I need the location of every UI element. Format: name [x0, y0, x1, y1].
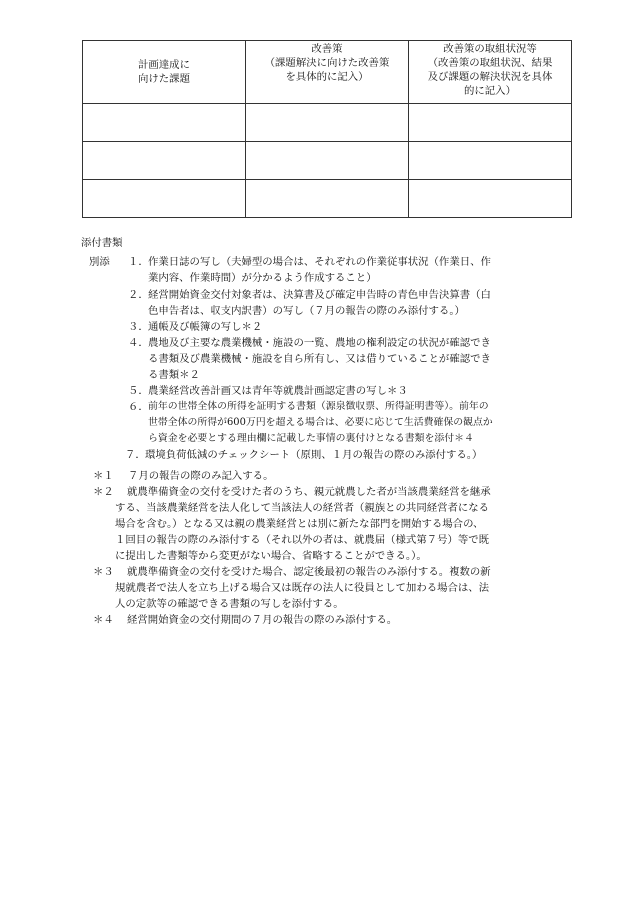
header-issues: [83, 41, 246, 104]
item-number: ７．: [125, 449, 146, 461]
item-text: 色申告者は、収支内訳書）の写し（７月の報告の際のみ添付する。）: [148, 305, 465, 317]
header-status: [409, 41, 572, 104]
table-cell[interactable]: [246, 104, 409, 142]
note-text: 人の定款等の確認できる書類の写しを添付する。: [115, 598, 344, 610]
note-text: ７月の報告の際のみ記入する。: [128, 470, 274, 482]
note-text: 就農準備資金の交付を受けた場合、認定後最初の報告のみ添付する。複数の新: [127, 566, 491, 578]
item-number: ３．: [128, 321, 149, 333]
note-mark: ＊４: [93, 614, 114, 626]
attachments-prefix: 別添: [89, 256, 110, 268]
item-number: ５．: [128, 385, 149, 397]
item-text: る書類及び農業機械・施設を自ら所有し、又は借りていることが確認でき: [148, 353, 491, 365]
note-mark: ＊２: [93, 486, 114, 498]
header-text: を具体的に記入）: [285, 71, 369, 83]
header-text: 改善策の取組状況等: [443, 43, 537, 55]
note-text: する、当該農業経営を法人化して当該法人の経営者（親族との共同経営者になる: [115, 502, 490, 514]
table-row: [83, 142, 572, 180]
item-text: 業内容、作業時間）が分かるよう作成すること）: [148, 272, 377, 284]
header-text: 及び課題の解決状況を具体: [427, 71, 553, 83]
item-text: 作業日誌の写し（夫婦型の場合は、それぞれの作業従事状況（作業日、作: [148, 256, 491, 268]
table-cell[interactable]: [409, 142, 572, 180]
note-mark: ＊１: [93, 470, 114, 482]
item-number: ２．: [128, 289, 149, 301]
note-text: 場合を含む。）となる又は親の農業経営とは別に新たな部門を開始する場合の、: [115, 518, 484, 530]
item-text: 農地及び主要な農業機械・施設の一覧、農地の権利設定の状況が確認でき: [148, 337, 491, 349]
header-text: （課題解決に向けた改善策: [264, 57, 390, 69]
header-text: 向けた課題: [138, 73, 190, 85]
item-text: 経営開始資金交付対象者は、決算書及び確定申告時の青色申告決算書（白: [148, 289, 491, 301]
item-number: ６．: [128, 401, 149, 413]
note-text: 就農準備資金の交付を受けた者のうち、親元就農した者が当該農業経営を継承: [127, 486, 491, 498]
table-cell[interactable]: [83, 142, 246, 180]
header-text: 改善策: [311, 43, 343, 55]
header-text: 計画達成に: [138, 59, 190, 71]
note-mark: ＊３: [93, 566, 114, 578]
table-cell[interactable]: [83, 104, 246, 142]
plan-table: [82, 40, 572, 218]
table-cell[interactable]: [409, 104, 572, 142]
header-text: 的に記入）: [464, 85, 516, 97]
item-text: 農業経営改善計画又は青年等就農計画認定書の写し＊３: [148, 385, 408, 397]
table-header-row: [83, 41, 572, 104]
item-text: 通帳及び帳簿の写し＊２: [148, 321, 263, 333]
item-number: １．: [128, 256, 149, 268]
table-cell[interactable]: [246, 180, 409, 218]
table-cell[interactable]: [83, 180, 246, 218]
item-text: 前年の世帯全体の所得を証明する書類（源泉徴収票、所得証明書等）。前年の: [148, 401, 489, 412]
note-text: に提出した書類等から変更がない場合、省略することができる。）。: [115, 550, 427, 562]
note-text: 経営開始資金の交付期間の７月の報告の際のみ添付する。: [127, 614, 398, 626]
note-text: １回目の報告の際のみ添付する（それ以外の者は、就農届（様式第７号）等で既: [115, 534, 490, 546]
note-text: 規就農者で法人を立ち上げる場合又は既存の法人に役員として加わる場合は、法: [115, 582, 490, 594]
item-text: 世帯全体の所得が600万円を超える場合は、必要に応じて生活費確保の観点か: [148, 417, 493, 428]
item-text: る書類＊２: [148, 369, 200, 381]
item-number: ４．: [128, 337, 149, 349]
table-cell[interactable]: [246, 142, 409, 180]
item-text: 環境負荷低減のチェックシート（原則、１月の報告の際のみ添付する。）: [145, 449, 483, 461]
header-text: （改善策の取組状況、結果: [427, 57, 553, 69]
table-row: [83, 104, 572, 142]
attachments-title: 添付書類: [81, 237, 123, 249]
header-measures: [246, 41, 409, 104]
table-cell[interactable]: [409, 180, 572, 218]
table-row: [83, 180, 572, 218]
item-text: ら資金を必要とする理由欄に記載した事情の裏付けとなる書類を添付＊４: [148, 433, 474, 444]
